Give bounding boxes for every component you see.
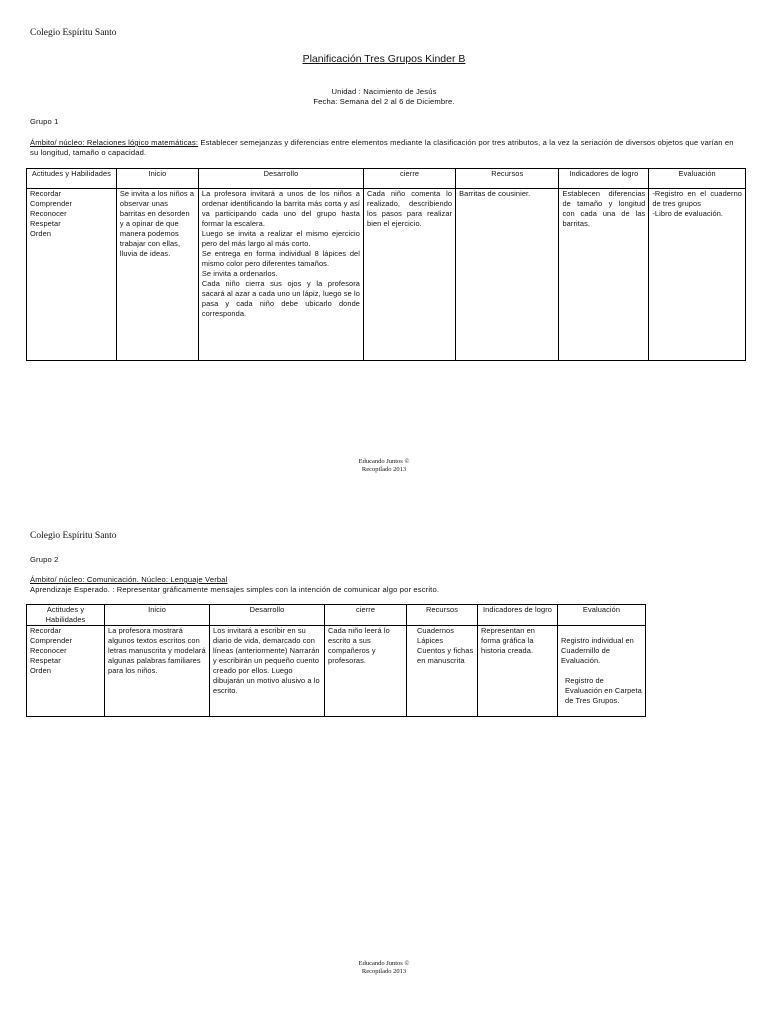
plan-table-1 [26, 168, 746, 361]
aprendizaje-text: Aprendizaje Esperado. : Representar gráficamente mensajes simples con la intención de comunicar algo por escrito. [30, 585, 440, 594]
footer-line: Recopilado 2013 [361, 968, 407, 975]
header-inicio: Inicio [116, 169, 198, 189]
recurso-item: Lápices [417, 636, 444, 645]
actitud-item: Recordar [30, 189, 62, 198]
footer-line: Educando Juntos © [358, 458, 410, 465]
desarrollo-paragraph: Luego se invita a realizar el mismo ejercicio pero del más largo al más corto. [201, 229, 361, 248]
cell-evaluacion [558, 626, 646, 717]
footer-1 [0, 458, 768, 474]
grupo-2-label: Grupo 2 [30, 555, 59, 564]
actitud-item: Orden [30, 229, 52, 238]
actitud-item: Respetar [30, 656, 61, 665]
cell-inicio: La profesora mostrará algunos textos escritos con letras manuscrita y modelará algunas palabras familiares para los niños. [105, 626, 210, 717]
actitud-item: Comprender [30, 636, 73, 645]
ambito-2-text [30, 575, 228, 585]
table-row [27, 626, 646, 717]
school-name-1: Colegio Espíritu Santo [30, 28, 117, 38]
desarrollo-paragraph: Cada niño cierra sus ojos y la profesora sacará al azar a cada uno un lápiz, luego se lo pasa y cada niño debe ubicarlo donde corresponda. [201, 279, 361, 318]
cell-indicadores: Establecen diferencias de tamaño y longitud con cada una de las barritas. [559, 189, 649, 361]
actitud-item: Respetar [30, 219, 61, 228]
header-indicadores: Indicadores de logro [478, 605, 558, 626]
cell-cierre: Cada niño comenta lo realizado, describiendo los pasos para realizar bien el ejercicio. [364, 189, 456, 361]
header-evaluacion: Evaluación [649, 169, 746, 189]
header-actitudes: Actitudes y Habilidades [27, 605, 105, 626]
school-name-2: Colegio Espíritu Santo [30, 531, 117, 541]
cell-actitudes [27, 626, 105, 717]
cell-desarrollo: Los invitará a escribir en su diario de vida, demarcado con líneas (anteriormente) Narrarán y escribirán un pequeño cuento creado por ellos. Luego dibujarán un motivo alusivo a lo escrito. [210, 626, 325, 717]
footer-2 [0, 960, 768, 976]
header-evaluacion: Evaluación [558, 605, 646, 626]
cell-cierre: Cada niño leerá lo escrito a sus compañeros y profesoras. [325, 626, 407, 717]
cell-evaluacion [649, 189, 746, 361]
cell-recursos: Barritas de cousinier. [456, 189, 559, 361]
actitud-item: Orden [30, 666, 52, 675]
desarrollo-paragraph: La profesora invitará a unos de los niños a ordenar identificando la barrita más corta y así va participando cada uno del grupo hasta formar la escalera. [201, 189, 361, 228]
header-actitudes: Actitudes y Habilidades [27, 169, 117, 189]
header-desarrollo: Desarrollo [210, 605, 325, 626]
header-recursos: Recursos [456, 169, 559, 189]
grupo-1-label: Grupo 1 [30, 117, 59, 126]
desarrollo-paragraph: Se invita a ordenarlos. [201, 269, 278, 278]
table-row [27, 189, 746, 361]
desarrollo-paragraph: Se entrega en forma individual 8 lápices del mismo color pero diferentes tamaños. [201, 249, 361, 268]
footer-line: Recopilado 2013 [361, 466, 407, 473]
header-inicio: Inicio [105, 605, 210, 626]
plan-table-2 [26, 604, 646, 717]
cell-recursos [407, 626, 478, 717]
footer-line: Educando Juntos © [358, 960, 410, 967]
header-desarrollo: Desarrollo [198, 169, 363, 189]
actitud-item: Reconocer [30, 209, 67, 218]
actitud-item: Reconocer [30, 646, 67, 655]
ambito-2-label: Ámbito/ núcleo: Comunicación. Núcleo: Lenguaje Verbal [30, 575, 228, 584]
header-cierre: cierre [364, 169, 456, 189]
evaluacion-item: Registro individual en Cuadernillo de Evaluación. [561, 636, 634, 665]
fecha-text: Fecha: Semana del 2 al 6 de Diciembre. [313, 97, 455, 106]
actitud-item: Recordar [30, 626, 62, 635]
cell-inicio: Se invita a los niños a observar unas barritas en desorden y a opinar de que manera podemos trabajar con ellas, lluvia de ideas. [116, 189, 198, 361]
recurso-item: Cuadernos [417, 626, 455, 635]
ambito-1-body: Establecer semejanzas y diferencias entre elementos mediante la clasificación por tres atributos, a la vez la seriación de diversos objetos que varían en su longitud, tamaño o capacidad. [30, 138, 734, 157]
table-header-row [27, 605, 646, 626]
unidad-text: Unidad : Nacimiento de Jesús [331, 87, 437, 96]
header-cierre: cierre [325, 605, 407, 626]
evaluacion-item: -Libro de evaluación. [652, 209, 724, 218]
cell-indicadores: Representan en forma gráfica la historia creada. [478, 626, 558, 717]
page-title: Planificación Tres Grupos Kinder B [302, 53, 466, 65]
table-header-row [27, 169, 746, 189]
header-recursos: Recursos [407, 605, 478, 626]
ambito-1-text [30, 138, 742, 158]
evaluacion-item: Registro de Evaluación en Carpeta de Tres Grupos. [565, 676, 642, 705]
ambito-1-label: Ámbito/ núcleo: Relaciones lógico matemáticas: [30, 138, 199, 147]
evaluacion-item: -Registro en el cuaderno de tres grupos [652, 189, 742, 208]
actitud-item: Comprender [30, 199, 73, 208]
cell-actitudes [27, 189, 117, 361]
cell-desarrollo [198, 189, 363, 361]
header-indicadores: Indicadores de logro [559, 169, 649, 189]
recurso-item: Cuentos y fichas en manuscrita [417, 646, 474, 665]
